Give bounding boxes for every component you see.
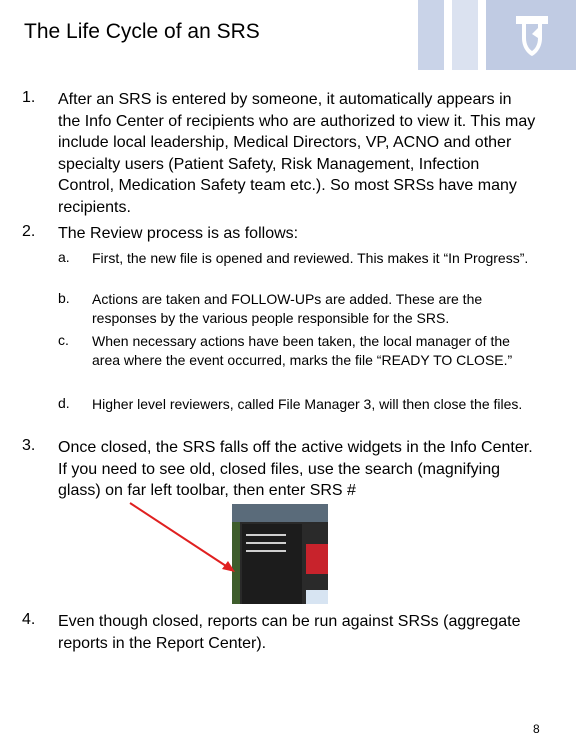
subitem-letter: c.	[58, 332, 69, 348]
item-text: After an SRS is entered by someone, it automatically appears in the Info Center of recipients who are authorized to view it. This may include local leadership, Medical Directors, VP, ACNO and other specialty users (Patient Safety, Risk Management, Infection Control, Medication Safety team etc.). So most SRSs have many recipients.	[58, 91, 536, 216]
subitem-letter: a.	[58, 249, 70, 265]
subitem-text: First, the new file is opened and reviewed. This makes it “In Progress”.	[92, 250, 529, 266]
subitem-text: Actions are taken and FOLLOW-UPs are added. These are the responses by the various people responsible for the SRS.	[92, 291, 483, 326]
item-text: Once closed, the SRS falls off the active widgets in the Info Center. If you need to see old, closed files, use the search (magnifying glass) on far left toolbar, then enter SRS #	[58, 439, 533, 499]
subitem-letter: b.	[58, 290, 70, 306]
item-text: Even though closed, reports can be run against SRSs (aggregate reports in the Report Center).	[58, 613, 521, 652]
item-number: 4.	[22, 611, 36, 628]
page-title: The Life Cycle of an SRS	[24, 20, 260, 43]
item-text: The Review process is as follows:	[58, 225, 299, 242]
item-number: 2.	[22, 223, 36, 240]
subitem-text: Higher level reviewers, called File Manager 3, will then close the files.	[92, 396, 523, 412]
subitem-letter: d.	[58, 395, 70, 411]
item-number: 3.	[22, 437, 36, 454]
page-number: 8	[533, 722, 540, 736]
subitem-text: When necessary actions have been taken, the local manager of the area where the event occurred, marks the file “READY TO CLOSE.”	[92, 333, 513, 368]
item-number: 1.	[22, 89, 36, 106]
